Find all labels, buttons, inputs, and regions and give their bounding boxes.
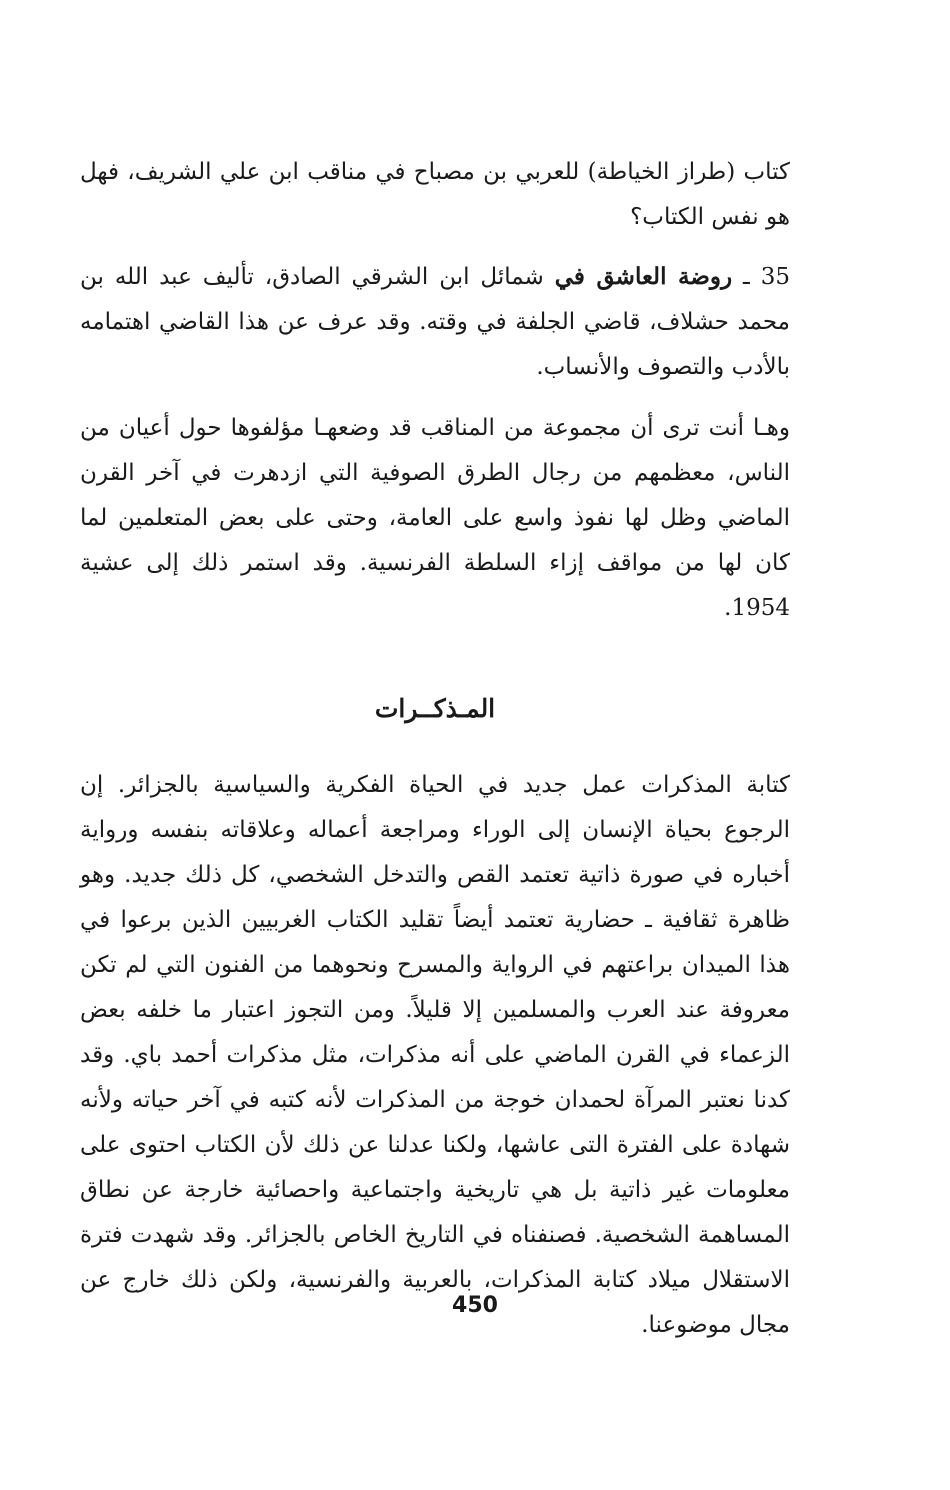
entry-35-title: روضة العاشق في	[554, 263, 733, 290]
entry-34-continuation: كتاب (طراز الخياطة) للعربي بن مصباح في مناقب ابن علي الشريف، فهل هو نفس الكتاب؟	[80, 159, 790, 230]
summary-paragraph: وهـا أنت ترى أن مجموعة من المناقب قد وضعهـا مؤلفوها حول أعيان من الناس، معظمهم من رجال الطرق الصوفية التي ازدهرت في آخر القرن الماضي وظل لها نفوذ واسع على العامة، وحتى على بعض المتعلمين لما كان لها من مواقف إزاء السلطة الفرنسية. وقد استمر ذلك إلى عشية 1954.	[80, 415, 790, 621]
page-number: 450	[452, 1293, 498, 1318]
book-page	[80, 150, 790, 1348]
entry-35	[80, 254, 790, 390]
spacer	[80, 240, 790, 254]
entry-35-description: شمائل ابن الشرقي الصادق، تأليف عبد الله بن محمد حشلاف، قاضي الجلفة في وقته. وقد عرف عن هذا القاضي اهتمامه بالأدب والتصوف والأنساب.	[80, 264, 790, 380]
spacer	[80, 390, 790, 406]
memoirs-paragraph: كتابة المذكرات عمل جديد في الحياة الفكرية والسياسية بالجزائر. إن الرجوع بحياة الإنسان إلى الوراء ومراجعة أعماله وعلاقاته بنفسه ورواية أخباره في صورة ذاتية تعتمد القص والتدخل الشخصي، كل ذلك جديد. وهو ظاهرة ثقافية ـ حضارية تعتمد أيضاً تقليد الكتاب الغربيين الذين برعوا في هذا الميدان براعتهم في الرواية والمسرح ونحوهما من الفنون التي لم تكن معروفة عند العرب والمسلمين إلا قليلاً. ومن التجوز اعتبار ما خلفه بعض الزعماء في القرن الماضي على أنه مذكرات، مثل مذكرات أحمد باي. وقد كدنا نعتبر المرآة لحمدان خوجة من المذكرات لأنه كتبه في آخر حياته ولأنه شهادة على الفترة التى عاشها، ولكنا عدلنا عن ذلك لأن الكتاب احتوى على معلومات غير ذاتية بل هي تاريخية واجتماعية واحصائية خارجة عن نطاق المساهمة الشخصية. فصنفناه في التاريخ الخاص بالجزائر. وقد شهدت فترة الاستقلال ميلاد كتابة المذكرات، بالعربية والفرنسية، ولكن ذلك خارج عن مجال موضوعنا.	[80, 772, 790, 1338]
section-heading: المـذكــرات	[374, 694, 496, 723]
entry-35-number: 35 ـ	[732, 264, 790, 290]
